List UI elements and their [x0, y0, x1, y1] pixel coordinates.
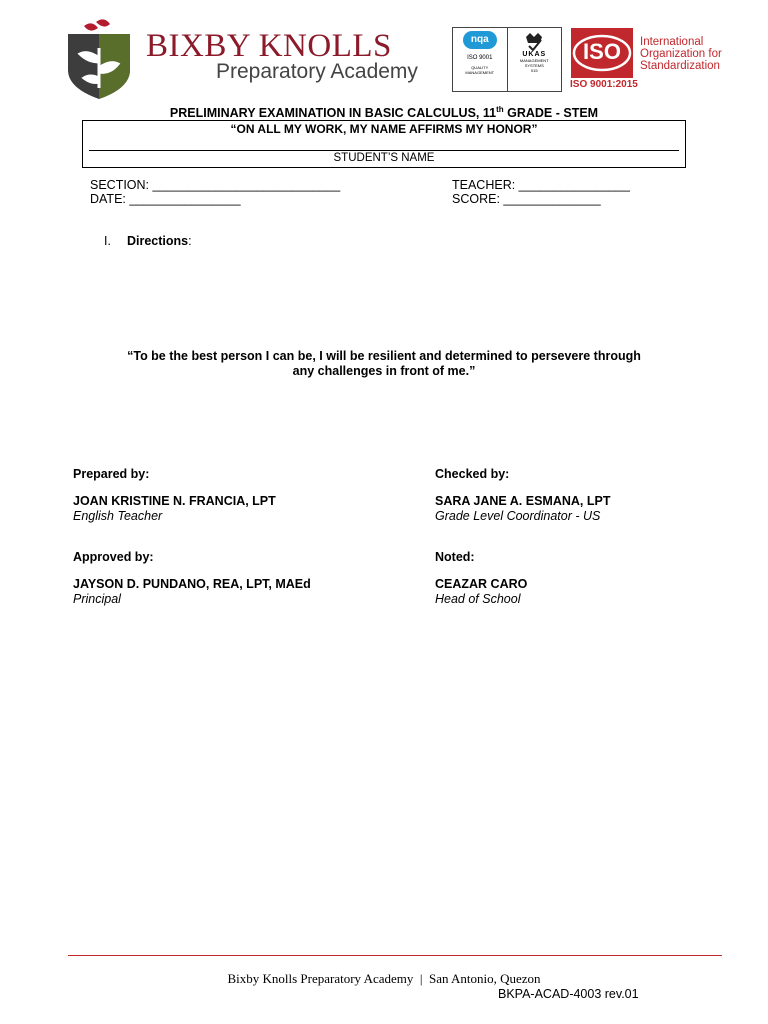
- noted-heading: Noted:: [435, 550, 475, 564]
- iso-org-line: Organization for: [640, 48, 722, 60]
- nqa-standard: ISO 9001: [467, 55, 493, 61]
- nqa-certification: [453, 28, 508, 91]
- quote-line: any challenges in front of me.”: [292, 364, 476, 378]
- ukas-logo: UKAS: [522, 51, 547, 58]
- directions-number: I.: [104, 234, 111, 248]
- iso-org-line: International: [640, 36, 704, 48]
- footer-divider: [68, 955, 722, 956]
- exam-title-suffix: GRADE - STEM: [503, 106, 599, 121]
- honor-pledge: “ON ALL MY WORK, MY NAME AFFIRMS MY HONOR”: [230, 122, 538, 136]
- teacher-field[interactable]: TEACHER: ________________: [452, 178, 630, 192]
- approved-by-role: Principal: [73, 592, 121, 606]
- exam-title-sup: th: [496, 105, 504, 114]
- section-field[interactable]: SECTION: ___________________________: [90, 178, 341, 192]
- checked-by-name: SARA JANE A. ESMANA, LPT: [435, 494, 611, 508]
- date-field[interactable]: DATE: ________________: [90, 192, 241, 206]
- school-subtitle: Preparatory Academy: [216, 60, 418, 83]
- directions-label: Directions: [126, 234, 189, 248]
- nqa-logo: nqa: [463, 31, 497, 49]
- iso-organization-name: [640, 36, 750, 72]
- noted-name: CEAZAR CARO: [435, 577, 528, 591]
- directions-colon: :: [188, 234, 192, 248]
- motivational-quote: [0, 349, 768, 379]
- nqa-caption: QUALITY MANAGEMENT: [465, 65, 495, 75]
- prepared-by-name: JOAN KRISTINE N. FRANCIA, LPT: [73, 494, 276, 508]
- score-field[interactable]: SCORE: ______________: [452, 192, 601, 206]
- ukas-caption: MANAGEMENT SYSTEMS: [519, 58, 549, 68]
- footer-address: Bixby Knolls Preparatory Academy | San Antonio, Quezon: [227, 971, 541, 986]
- iso-logo-text: ISO: [583, 39, 621, 64]
- iso-standard-year: ISO 9001:2015: [570, 79, 638, 90]
- certification-badge: [452, 27, 562, 92]
- iso-org-line: Standardization: [640, 60, 720, 72]
- ukas-number: 015: [530, 68, 538, 73]
- school-name: BIXBY KNOLLS: [146, 28, 392, 64]
- school-logo-shield: [66, 18, 132, 100]
- ukas-certification: [508, 28, 562, 91]
- document-code: BKPA-ACAD-4003 rev.01: [498, 987, 639, 1001]
- student-name-label: STUDENT’S NAME: [333, 152, 435, 164]
- exam-title-main: PRELIMINARY EXAMINATION IN BASIC CALCULUS, 11: [169, 106, 497, 121]
- directions-heading: [104, 234, 192, 248]
- quote-line: “To be the best person I can be, I will be resilient and determined to persevere through: [127, 349, 641, 363]
- exam-title: [0, 105, 768, 120]
- student-name-line[interactable]: [89, 150, 679, 151]
- honor-pledge-box: [82, 120, 686, 168]
- approved-by-heading: Approved by:: [73, 550, 154, 564]
- crown-tick-icon: [523, 31, 545, 51]
- prepared-by-heading: Prepared by:: [73, 467, 150, 481]
- noted-role: Head of School: [435, 592, 521, 606]
- prepared-by-role: English Teacher: [73, 509, 163, 523]
- checked-by-role: Grade Level Coordinator - US: [435, 509, 601, 523]
- iso-logo: [571, 28, 633, 78]
- approved-by-name: JAYSON D. PUNDANO, REA, LPT, MAEd: [73, 577, 311, 591]
- checked-by-heading: Checked by:: [435, 467, 510, 481]
